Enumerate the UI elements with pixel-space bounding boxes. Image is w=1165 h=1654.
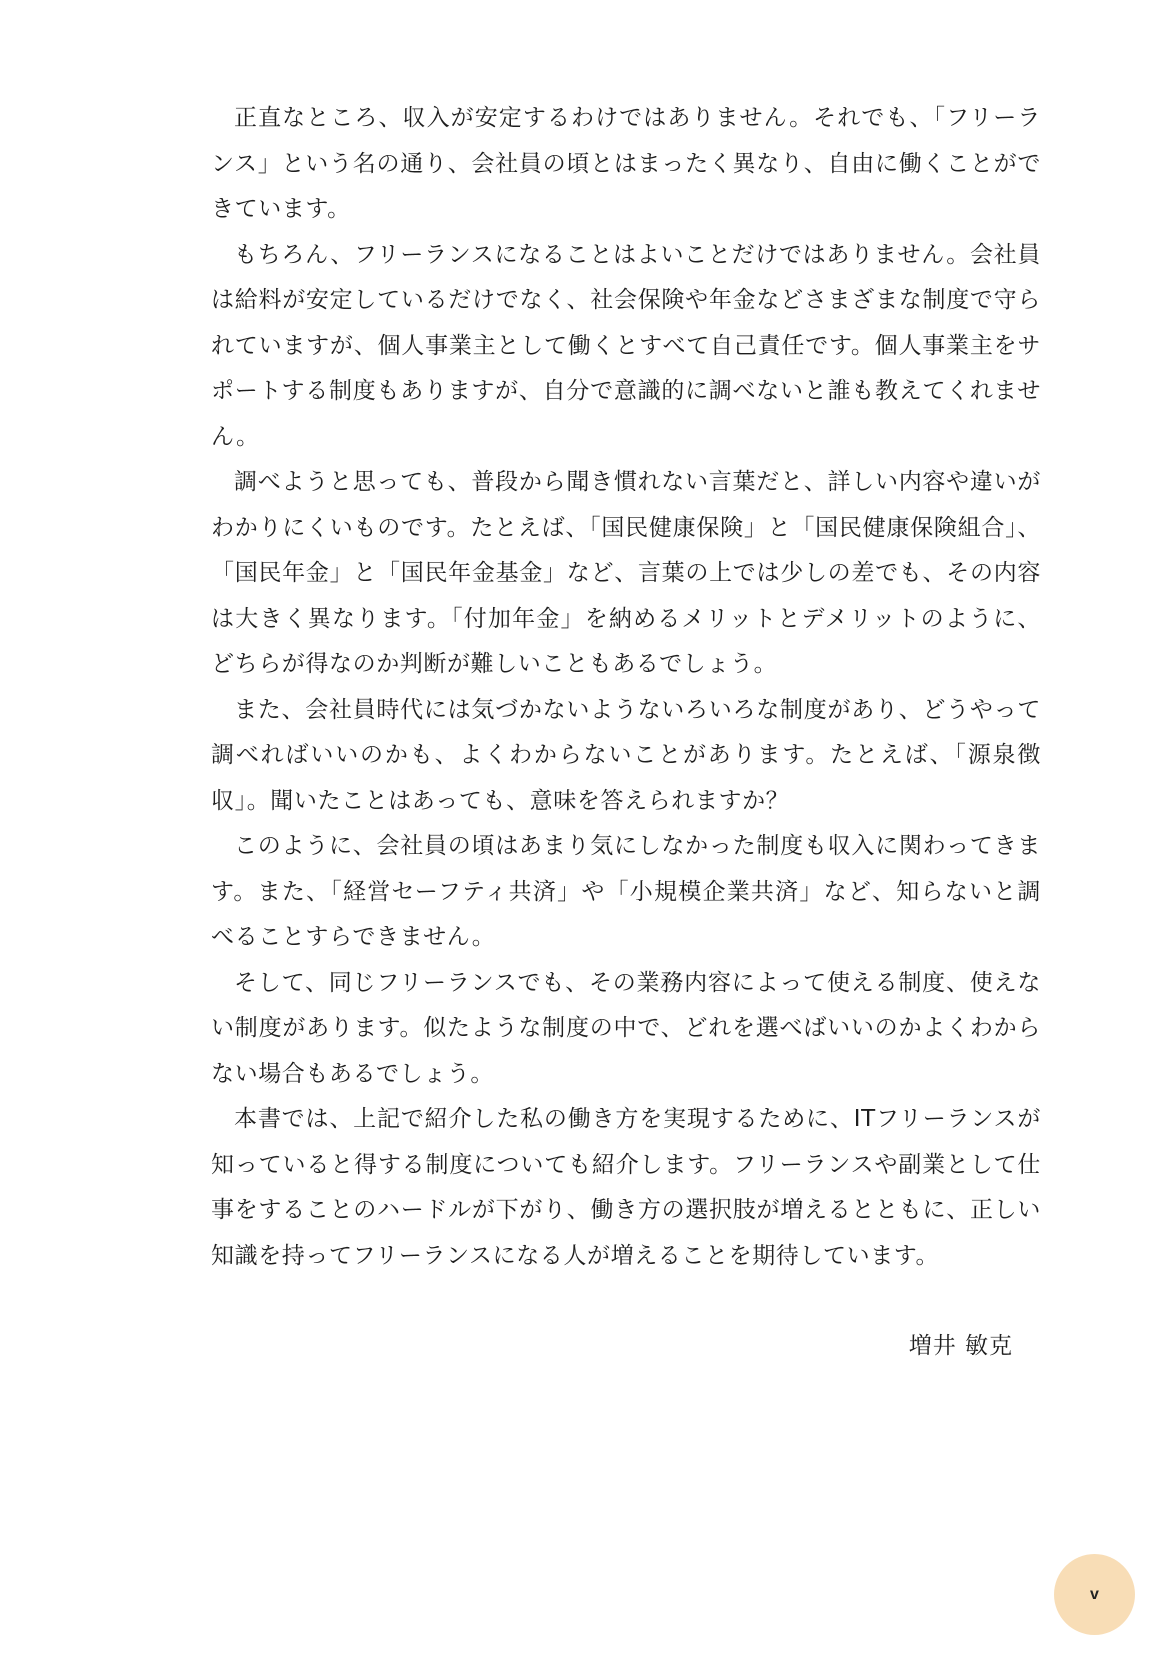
- author-signature: 増井 敏克: [908, 1333, 1013, 1359]
- paragraph-7: 本書では、上記で紹介した私の働き方を実現するために、ITフリーランスが知っていると得する制度についても紹介します。フリーランスや副業として仕事をすることのハードルが下がり、働き方の選択肢が増えるとともに、正しい知識を持ってフリーランスになる人が増えることを期待しています。: [211, 1106, 1041, 1269]
- page-number: v: [1090, 1585, 1099, 1603]
- page-number-badge: [1054, 1554, 1135, 1635]
- paragraph-2: もちろん、フリーランスになることはよいことだけではありません。会社員は給料が安定しているだけでなく、社会保険や年金などさまざまな制度で守られていますが、個人事業主として働くとすべて自己責任です。個人事業主をサポートする制度もありますが、自分で意識的に調べないと誰も教えてくれません。: [211, 241, 1041, 450]
- paragraph-3: 調べようと思っても、普段から聞き慣れない言葉だと、詳しい内容や違いがわかりにくいものです。たとえば、「国民健康保険」と「国民健康保険組合」、「国民年金」と「国民年金基金」など、言葉の上では少しの差でも、その内容は大きく異なります。「付加年金」を納めるメリットとデメリットのように、どちらが得なのか判断が難しいこともあるでしょう。: [211, 469, 1041, 677]
- paragraph-6: そして、同じフリーランスでも、その業務内容によって使える制度、使えない制度があります。似たような制度の中で、どれを選べばいいのかよくわからない場合もあるでしょう。: [211, 969, 1041, 1087]
- body-text: [211, 96, 1041, 1279]
- paragraph-4: また、会社員時代には気づかないようないろいろな制度があり、どうやって調べればいいのかも、よくわからないことがあります。たとえば、「源泉徴収」。聞いたことはあっても、意味を答えられますか？: [211, 696, 1041, 814]
- paragraph-5: このように、会社員の頃はあまり気にしなかった制度も収入に関わってきます。また、「経営セーフティ共済」や「小規模企業共済」など、知らないと調べることすらできません。: [211, 833, 1041, 950]
- paragraph-1: 正直なところ、収入が安定するわけではありません。それでも、「フリーランス」という名の通り、会社員の頃とはまったく異なり、自由に働くことができています。: [211, 105, 1041, 222]
